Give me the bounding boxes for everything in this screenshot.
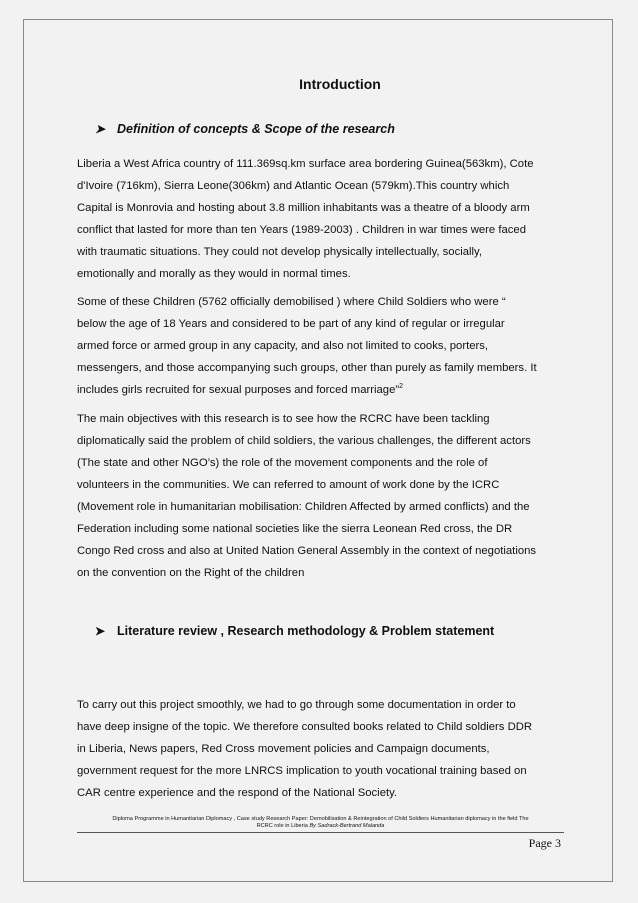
paragraph-liberia bbox=[77, 153, 562, 285]
text-line: To carry out this project smoothly, we had to go through some documentation in order to bbox=[77, 699, 516, 711]
text-line: emotionally and morally as they would in normal times. bbox=[77, 268, 351, 280]
text-line: in Liberia, News papers, Red Cross movement policies and Campaign documents, bbox=[77, 743, 490, 755]
text-line: armed force or armed group in any capacity, and also not limited to cooks, porters, bbox=[77, 340, 489, 352]
text-line: The main objectives with this research is to see how the RCRC have been tackling bbox=[77, 413, 490, 425]
footer-divider bbox=[77, 832, 564, 833]
paragraph-child-soldiers bbox=[77, 291, 562, 401]
text-line bbox=[77, 379, 562, 401]
footer-text: RCRC role in Liberia bbox=[256, 823, 310, 829]
text-line: have deep insigne of the topic. We therefore consulted books related to Child soldiers DDR bbox=[77, 721, 533, 733]
text-line: Congo Red cross and also at United Nation General Assembly in the context of negotiations bbox=[77, 545, 537, 557]
text-line: volunteers in the communities. We can referred to amount of work done by the ICRC bbox=[77, 479, 500, 491]
text-line: Capital is Monrovia and hosting about 3.8 million inhabitants was a theatre of a bloody arm bbox=[77, 202, 530, 214]
text-line: CAR centre experience and the respond of the National Society. bbox=[77, 787, 398, 799]
footnote-marker[interactable]: 2 bbox=[399, 383, 404, 391]
section-heading-text: Definition of concepts & Scope of the research bbox=[117, 122, 395, 136]
text-line: messengers, and those accompanying such groups, other than purely as family members. It bbox=[77, 362, 537, 374]
text-line: Some of these Children (5762 officially demobilised ) where Child Soldiers who were “ bbox=[77, 296, 506, 308]
paragraph-objectives bbox=[77, 408, 562, 584]
text-line: below the age of 18 Years and considered to be part of any kind of regular or irregular bbox=[77, 318, 505, 330]
text-line: with traumatic situations. They could not develop physically intellectually, socially, bbox=[77, 246, 482, 258]
paragraph-methodology bbox=[77, 694, 562, 804]
section-heading-text: Literature review , Research methodology & Problem statement bbox=[117, 624, 495, 638]
page-number: Page 3 bbox=[528, 836, 561, 850]
text-line: d'Ivoire (716km), Sierra Leone(306km) and Atlantic Ocean (579km).This country which bbox=[77, 180, 510, 192]
arrow-bullet-icon: ➤ bbox=[95, 624, 106, 638]
text-line: Federation including some national societies like the sierra Leonean Red cross, the DR bbox=[77, 523, 513, 535]
text-line-content: includes girls recruited for sexual purposes and forced marriage” bbox=[77, 384, 400, 396]
text-line: Liberia a West Africa country of 111.369sq.km surface area bordering Guinea(563km), Cote bbox=[77, 158, 534, 170]
text-line: on the convention on the Right of the children bbox=[77, 567, 305, 579]
page-title: Introduction bbox=[299, 76, 381, 92]
section-heading-definition bbox=[95, 122, 395, 136]
section-heading-literature bbox=[95, 624, 494, 638]
text-line: diplomatically said the problem of child soldiers, the various challenges, the different actors bbox=[77, 435, 531, 447]
text-line: conflict that lasted for more than ten Years (1989-2003) . Children in war times were faced bbox=[77, 224, 526, 236]
text-line: (The state and other NGO’s) the role of the movement components and the role of bbox=[77, 457, 488, 469]
page-footer bbox=[77, 816, 564, 830]
text-line: (Movement role in humanitarian mobilisation: Children Affected by armed conflicts) and the bbox=[77, 501, 530, 513]
arrow-bullet-icon: ➤ bbox=[95, 122, 106, 136]
text-line: government request for the more LNRCS implication to youth vocational training based on bbox=[77, 765, 527, 777]
footer-line bbox=[77, 823, 564, 830]
footer-line: Diploma Programme in Humanitarian Diplomacy , Case study Research Paper: Demobilisation & Reintegration of Child Soldiers Humanitarian diplomacy in the field The bbox=[112, 816, 529, 822]
footer-author: By Sadrack-Bertrand Malanda bbox=[309, 823, 385, 829]
